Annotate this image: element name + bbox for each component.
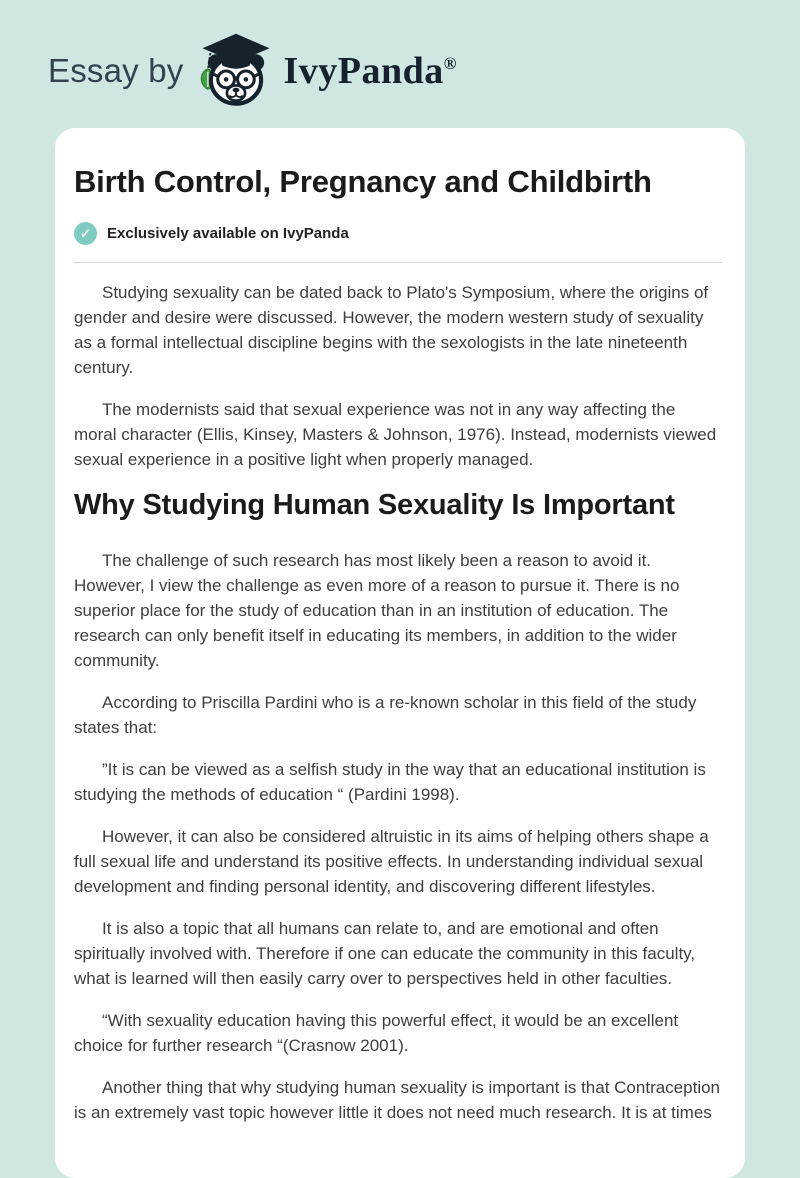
essay-by-text: Essay by — [48, 52, 184, 89]
check-icon: ✓ — [74, 222, 97, 245]
site-header — [0, 0, 800, 128]
paragraph: ”It is can be viewed as a selfish study in the way that an educational institution is studying the methods of education “ (Pardini 1998). — [74, 760, 706, 804]
paragraph: “With sexuality education having this powerful effect, it would be an excellent choice for further research “(Crasnow 2001). — [74, 1011, 679, 1055]
paragraph: It is also a topic that all humans can relate to, and are emotional and often spiritually involved with. Therefore if one can educate the community in this faculty, what is learned will then easily carry over to perspectives held in other faculties. — [74, 919, 696, 988]
paragraph: Studying sexuality can be dated back to Plato's Symposium, where the origins of gender and desire were discussed. However, the modern western study of sexuality as a formal intellectual discipline begins with the sexologists in the late nineteenth century. — [74, 283, 709, 377]
paragraph: The challenge of such research has most likely been a reason to avoid it. However, I view the challenge as even more of a reason to pursue it. There is no superior place for the study of education than in an institution of education. The research can only benefit itself in educating its members, in addition to the wider community. — [74, 551, 680, 670]
panda-graduation-icon — [198, 32, 274, 110]
paragraph: The modernists said that sexual experience was not in any way affecting the moral character (Ellis, Kinsey, Masters & Johnson, 1976). Instead, modernists viewed sexual experience in a positive light when properly managed. — [74, 400, 717, 469]
registered-mark: ® — [443, 54, 457, 73]
ivypanda-logo[interactable] — [198, 32, 457, 110]
divider — [74, 262, 722, 263]
badge-label: Exclusively available on IvyPanda — [107, 225, 349, 242]
article-body — [74, 280, 722, 1125]
paragraph: According to Priscilla Pardini who is a re-known scholar in this field of the study states that: — [74, 693, 697, 737]
exclusive-badge — [74, 222, 722, 245]
section-heading: Why Studying Human Sexuality Is Important — [74, 489, 675, 521]
paragraph: Another thing that why studying human sexuality is important is that Contraception is an extremely vast topic however little it does not need much research. It is at times — [74, 1078, 721, 1122]
article-card — [55, 128, 745, 1178]
paragraph: However, it can also be considered altruistic in its aims of helping others shape a full sexual life and understand its positive effects. In understanding individual sexual development and finding personal identity, and discovering different lifestyles. — [74, 827, 709, 896]
article-title: Birth Control, Pregnancy and Childbirth — [74, 164, 652, 199]
brand-name: IvyPanda® — [283, 50, 457, 92]
